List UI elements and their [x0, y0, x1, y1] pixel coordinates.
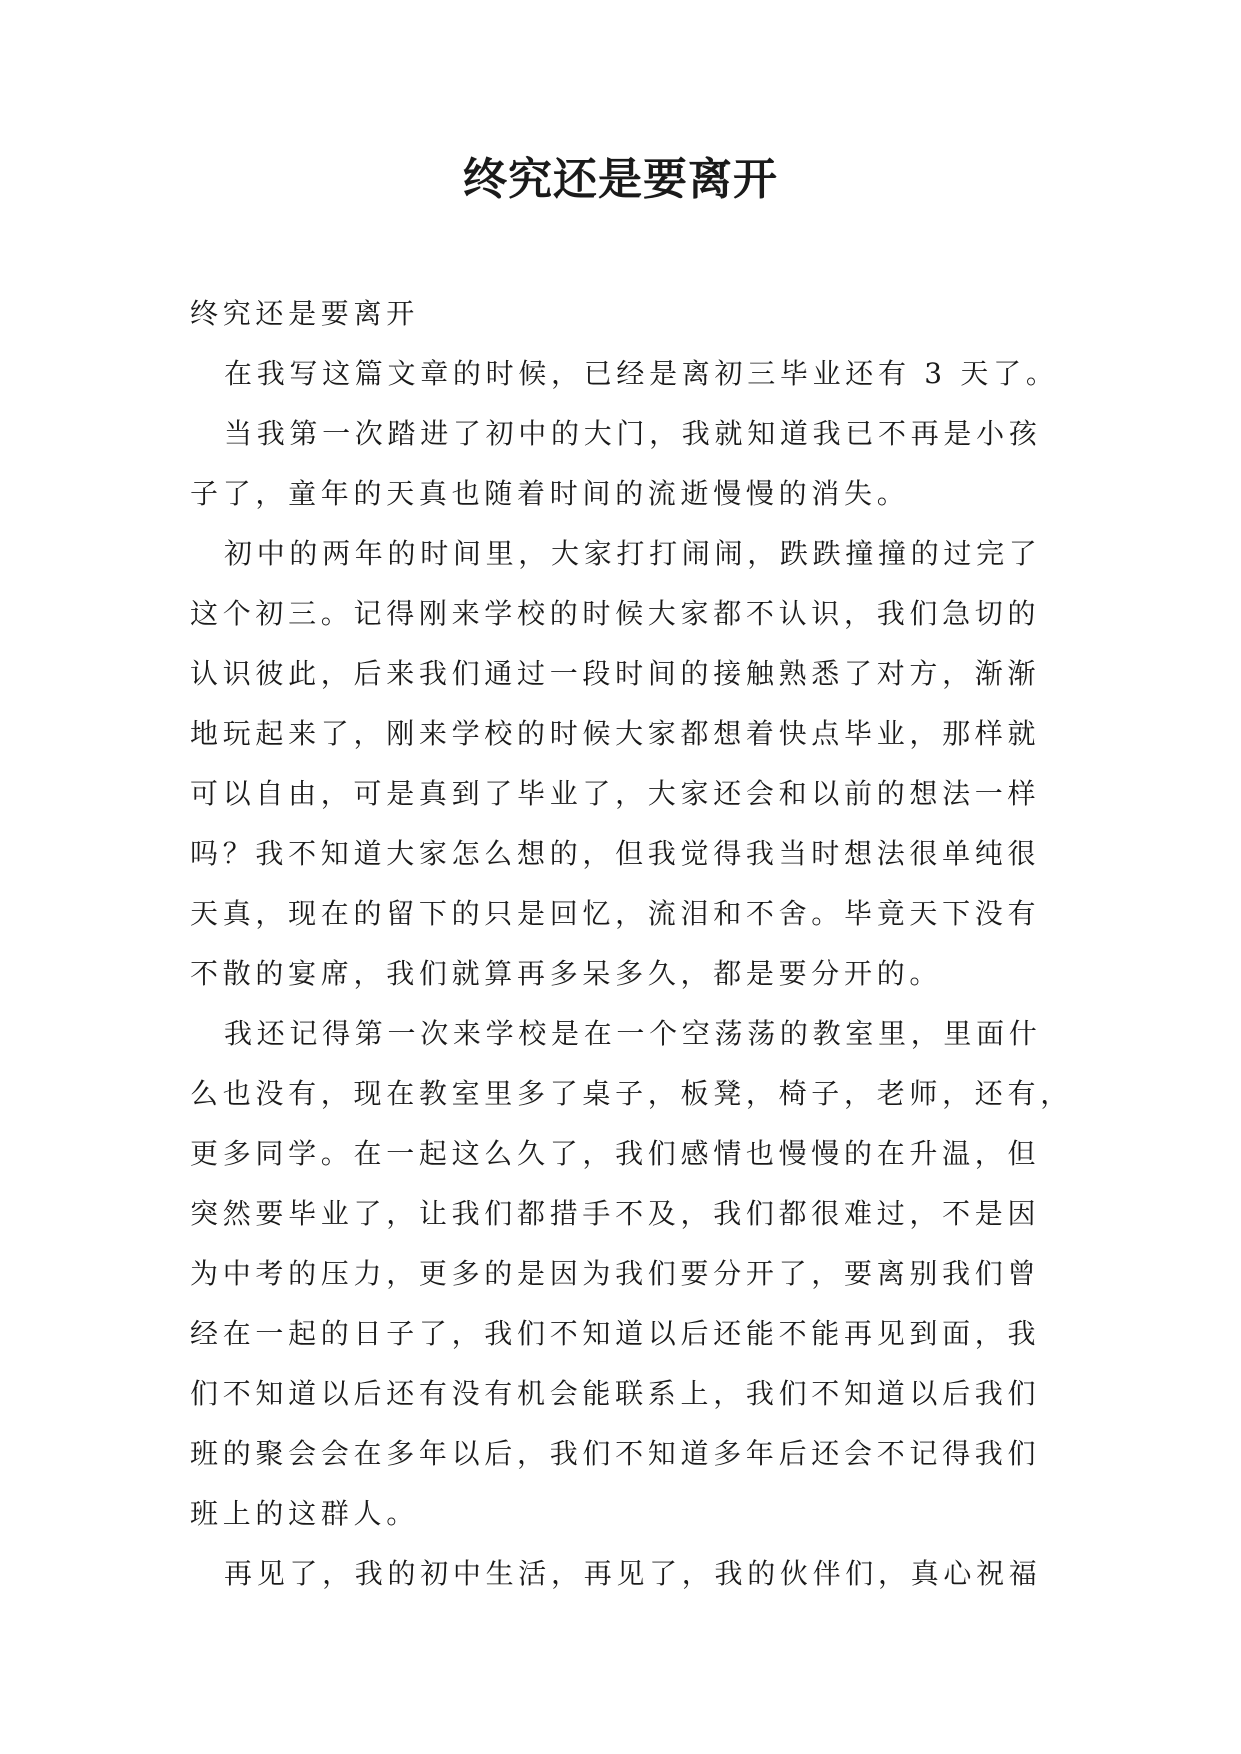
paragraph-line: 可以自由，可是真到了毕业了，大家还会和以前的想法一样: [190, 777, 1041, 810]
paragraph-line: 班上的这群人。: [190, 1497, 419, 1530]
paragraph-line: 当我第一次踏进了初中的大门，我就知道我已不再是小孩: [224, 417, 1042, 450]
document-body: [190, 284, 1073, 1604]
paragraph-line: 在我写这篇文章的时候，已经是离初三毕业还有 3 天了。: [224, 357, 1059, 390]
paragraph-line: 不散的宴席，我们就算再多呆多久，都是要分开的。: [190, 957, 943, 990]
paragraph-line: 子了，童年的天真也随着时间的流逝慢慢的消失。: [190, 477, 910, 510]
paragraph-line: 为中考的压力，更多的是因为我们要分开了，要离别我们曾: [190, 1257, 1041, 1290]
paragraph-line: 初中的两年的时间里，大家打打闹闹，跌跌撞撞的过完了: [224, 537, 1042, 570]
paragraph-line: 吗？我不知道大家怎么想的，但我觉得我当时想法很单纯很: [190, 837, 1041, 870]
paragraph-line: 更多同学。在一起这么久了，我们感情也慢慢的在升温，但: [190, 1137, 1041, 1170]
paragraph-line: 我还记得第一次来学校是在一个空荡荡的教室里，里面什: [224, 1017, 1042, 1050]
document-subtitle: 终究还是要离开: [190, 297, 419, 330]
paragraph-line: 班的聚会会在多年以后，我们不知道多年后还会不记得我们: [190, 1437, 1041, 1470]
paragraph-line: 们不知道以后还有没有机会能联系上，我们不知道以后我们: [190, 1377, 1041, 1410]
paragraph-line: 再见了，我的初中生活，再见了，我的伙伴们，真心祝福: [224, 1557, 1042, 1590]
paragraph-line: 天真，现在的留下的只是回忆，流泪和不舍。毕竟天下没有: [190, 897, 1041, 930]
document-title: 终究还是要离开: [463, 154, 778, 205]
paragraph-line: 么也没有，现在教室里多了桌子，板凳，椅子，老师，还有，: [190, 1077, 1073, 1110]
paragraph-line: 认识彼此，后来我们通过一段时间的接触熟悉了对方，渐渐: [190, 657, 1041, 690]
paragraph-line: 地玩起来了，刚来学校的时候大家都想着快点毕业，那样就: [190, 717, 1041, 750]
paragraph-line: 这个初三。记得刚来学校的时候大家都不认识，我们急切的: [190, 597, 1041, 630]
paragraph-line: 突然要毕业了，让我们都措手不及，我们都很难过，不是因: [190, 1197, 1041, 1230]
paragraph-line: 经在一起的日子了，我们不知道以后还能不能再见到面，我: [190, 1317, 1041, 1350]
